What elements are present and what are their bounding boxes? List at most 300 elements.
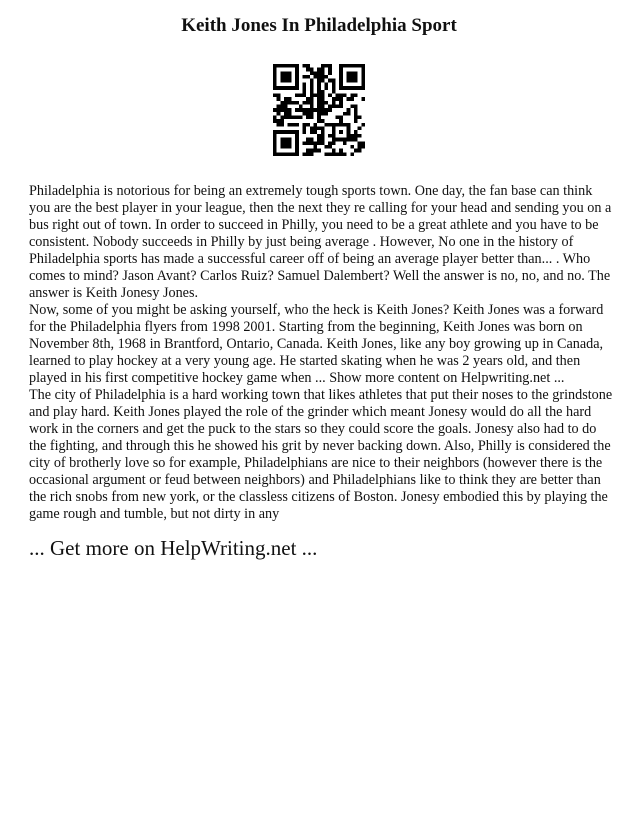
qr-module: [288, 75, 292, 79]
qr-module: [350, 138, 354, 142]
qr-module: [336, 104, 340, 108]
qr-module: [325, 75, 329, 79]
qr-module: [302, 101, 306, 105]
qr-module: [273, 86, 277, 90]
qr-module: [347, 138, 351, 142]
qr-module: [339, 123, 343, 127]
qr-module: [280, 75, 284, 79]
qr-module: [310, 104, 314, 108]
qr-module: [317, 119, 321, 123]
qr-module: [321, 127, 325, 131]
qr-module: [277, 64, 281, 68]
qr-module: [328, 64, 332, 68]
qr-module: [288, 138, 292, 142]
qr-module: [302, 123, 306, 127]
qr-module: [284, 71, 288, 75]
qr-module: [284, 104, 288, 108]
qr-module: [295, 145, 299, 149]
qr-module: [328, 145, 332, 149]
qr-module: [332, 138, 336, 142]
qr-module: [295, 141, 299, 145]
qr-module: [288, 101, 292, 105]
qr-module: [273, 71, 277, 75]
qr-module: [347, 123, 351, 127]
qr-module: [321, 64, 325, 68]
qr-module: [291, 130, 295, 134]
qr-module: [317, 79, 321, 83]
qr-module: [354, 64, 358, 68]
qr-module: [277, 108, 281, 112]
qr-module: [306, 116, 310, 120]
qr-module: [313, 93, 317, 97]
qr-module: [288, 64, 292, 68]
qr-module: [350, 104, 354, 108]
qr-module: [277, 112, 281, 116]
qr-module: [317, 116, 321, 120]
qr-module: [302, 64, 306, 68]
qr-module: [295, 134, 299, 138]
qr-module: [354, 130, 358, 134]
qr-module: [302, 141, 306, 145]
qr-module: [280, 130, 284, 134]
qr-module: [339, 71, 343, 75]
qr-module: [302, 127, 306, 131]
qr-module: [332, 104, 336, 108]
qr-module: [321, 75, 325, 79]
qr-module: [343, 86, 347, 90]
qr-module: [328, 141, 332, 145]
qr-module: [288, 71, 292, 75]
qr-module: [325, 145, 329, 149]
qr-module: [306, 149, 310, 153]
qr-module: [321, 130, 325, 134]
qr-module: [284, 141, 288, 145]
qr-module: [310, 71, 314, 75]
article-paragraph: The city of Philadelphia is a hard working town that likes athletes that put their noses to the grindstone and play hard. Keith Jones played the role of the grinder which meant Jonesy would do all the hard work in the corners and get the puck to the stars so they could score the goals. Jonesy also had to do the fighting, and through this he showed his grit by never backing down. Also, Philly is considered the city of brotherly love so for example, Philadelphians are nice to their neighbors (however there is the occasional argument or feud between neighbors) and Philadelphians like to think they are better than the rich snobs from new york, or the classless citizens of Boston. Jonesy embodied this by playing the game rough and tumble, but not dirty in any: [29, 387, 613, 522]
qr-module: [336, 123, 340, 127]
qr-module: [361, 141, 365, 145]
qr-module: [295, 75, 299, 79]
get-more-link[interactable]: ... Get more on HelpWriting.net ...: [29, 536, 318, 560]
qr-module: [339, 116, 343, 120]
qr-module: [317, 138, 321, 142]
qr-module: [332, 130, 336, 134]
qr-module: [361, 79, 365, 83]
qr-module: [332, 101, 336, 105]
qr-module: [347, 127, 351, 131]
qr-module: [332, 82, 336, 86]
qr-module: [313, 141, 317, 145]
qr-module: [280, 71, 284, 75]
qr-module: [284, 116, 288, 120]
qr-module: [273, 152, 277, 156]
qr-module: [302, 82, 306, 86]
qr-module: [310, 68, 314, 72]
qr-module: [328, 71, 332, 75]
qr-module: [354, 75, 358, 79]
qr-module: [310, 130, 314, 134]
qr-module: [310, 79, 314, 83]
qr-module: [288, 79, 292, 83]
qr-module: [288, 97, 292, 101]
qr-module: [313, 75, 317, 79]
qr-module: [284, 79, 288, 83]
qr-module: [295, 86, 299, 90]
qr-module: [302, 86, 306, 90]
qr-module: [361, 86, 365, 90]
qr-module: [273, 108, 277, 112]
article-paragraph: Philadelphia is notorious for being an extremely tough sports town. One day, the fan base can think you are the best player in your league, then the next they re calling for your head and sending you on a bus right out of town. In order to succeed in Philly, you need to be a great athlete and you have to be consistent. Nobody succeeds in Philly by just being average . However, No one in the history of Philadelphia sports has made a successful career off of being an average player better than... . Who comes to mind? Jason Avant? Carlos Ruiz? Samuel Dalembert? Well the answer is no, no, and no. The answer is Keith Jonesy Jones.: [29, 183, 612, 301]
qr-module: [361, 145, 365, 149]
qr-module: [288, 152, 292, 156]
qr-module: [339, 93, 343, 97]
qr-module: [354, 149, 358, 153]
qr-module: [306, 152, 310, 156]
qr-module: [280, 138, 284, 142]
qr-module: [317, 97, 321, 101]
qr-module: [325, 64, 329, 68]
qr-module: [284, 64, 288, 68]
qr-module: [280, 104, 284, 108]
qr-module: [284, 108, 288, 112]
qr-module: [313, 127, 317, 131]
qr-module: [321, 101, 325, 105]
qr-module: [358, 116, 362, 120]
qr-module: [273, 119, 277, 123]
qr-module: [288, 123, 292, 127]
qr-module: [291, 152, 295, 156]
qr-module: [310, 90, 314, 94]
qr-module: [313, 145, 317, 149]
qr-module: [280, 116, 284, 120]
qr-module: [358, 86, 362, 90]
qr-module: [325, 108, 329, 112]
qr-module: [321, 71, 325, 75]
qr-module: [284, 152, 288, 156]
qr-module: [347, 108, 351, 112]
qr-module: [339, 119, 343, 123]
qr-module: [332, 141, 336, 145]
qr-module: [277, 119, 281, 123]
qr-module: [273, 116, 277, 120]
qr-module: [306, 112, 310, 116]
qr-module: [313, 71, 317, 75]
qr-module: [350, 93, 354, 97]
qr-module: [313, 108, 317, 112]
qr-module: [302, 75, 306, 79]
qr-module: [302, 93, 306, 97]
qr-module: [321, 93, 325, 97]
qr-module: [339, 64, 343, 68]
qr-module: [288, 141, 292, 145]
qr-module: [317, 86, 321, 90]
qr-module: [325, 82, 329, 86]
qr-module: [328, 123, 332, 127]
qr-module: [280, 86, 284, 90]
qr-module: [354, 108, 358, 112]
qr-module: [277, 123, 281, 127]
qr-module: [343, 64, 347, 68]
qr-module: [284, 75, 288, 79]
qr-module: [273, 68, 277, 72]
qr-module: [291, 101, 295, 105]
qr-module: [295, 93, 299, 97]
qr-module: [277, 130, 281, 134]
qr-module: [273, 93, 277, 97]
qr-module: [310, 112, 314, 116]
qr-module: [310, 138, 314, 142]
qr-module: [295, 130, 299, 134]
qr-module: [321, 97, 325, 101]
qr-module: [284, 97, 288, 101]
qr-module: [273, 149, 277, 153]
qr-module: [332, 152, 336, 156]
qr-module: [280, 101, 284, 105]
qr-module: [291, 123, 295, 127]
qr-module: [361, 68, 365, 72]
qr-module: [295, 101, 299, 105]
qr-module: [350, 145, 354, 149]
qr-module: [317, 127, 321, 131]
qr-module: [321, 108, 325, 112]
qr-module: [332, 79, 336, 83]
qr-module: [280, 145, 284, 149]
qr-module: [328, 93, 332, 97]
page-title: Keith Jones In Philadelphia Sport: [181, 15, 457, 36]
qr-module: [310, 93, 314, 97]
qr-module: [295, 64, 299, 68]
qr-module: [277, 152, 281, 156]
qr-module: [325, 86, 329, 90]
qr-module: [317, 68, 321, 72]
qr-module: [299, 108, 303, 112]
qr-module: [288, 112, 292, 116]
qr-module: [358, 149, 362, 153]
qr-module: [295, 116, 299, 120]
qr-module: [350, 79, 354, 83]
qr-module: [350, 97, 354, 101]
qr-module: [288, 108, 292, 112]
qr-module: [350, 86, 354, 90]
qr-module: [288, 145, 292, 149]
qr-module: [306, 75, 310, 79]
article-paragraph: Now, some of you might be asking yourself, who the heck is Keith Jones? Keith Jones was a forward for the Philadelphia flyers from 1998 2001. Starting from the beginning, Keith Jones was born on November 8th, 1968 in Brantford, Ontario, Canada. Keith Jones, like any boy growing up in Canada, learned to play hockey at a very young age. He started skating when he was 2 years old, and then played in his first competitive hockey game when ... Show more content on Helpwriting.net ...: [29, 302, 604, 386]
qr-module: [317, 75, 321, 79]
qr-module: [336, 138, 340, 142]
qr-module: [284, 101, 288, 105]
qr-module: [306, 97, 310, 101]
qr-code-icon: [273, 64, 365, 156]
qr-module: [288, 116, 292, 120]
qr-module: [295, 108, 299, 112]
qr-module: [328, 134, 332, 138]
qr-module: [295, 123, 299, 127]
qr-module: [347, 79, 351, 83]
qr-module: [325, 112, 329, 116]
qr-module: [317, 104, 321, 108]
qr-module: [350, 75, 354, 79]
qr-module: [273, 75, 277, 79]
qr-module: [336, 97, 340, 101]
qr-module: [347, 75, 351, 79]
qr-module: [339, 75, 343, 79]
qr-module: [350, 152, 354, 156]
qr-module: [302, 112, 306, 116]
qr-module: [280, 123, 284, 127]
qr-module: [273, 141, 277, 145]
qr-module: [317, 71, 321, 75]
qr-module: [358, 64, 362, 68]
qr-module: [321, 112, 325, 116]
qr-module: [273, 79, 277, 83]
qr-module: [291, 64, 295, 68]
qr-module: [280, 79, 284, 83]
qr-module: [328, 79, 332, 83]
qr-module: [317, 141, 321, 145]
qr-module: [295, 152, 299, 156]
qr-module: [328, 68, 332, 72]
qr-module: [321, 68, 325, 72]
qr-module: [354, 86, 358, 90]
qr-module: [325, 152, 329, 156]
qr-module: [354, 134, 358, 138]
qr-module: [310, 149, 314, 153]
qr-module: [347, 71, 351, 75]
qr-module: [295, 138, 299, 142]
qr-module: [339, 130, 343, 134]
qr-module: [317, 101, 321, 105]
qr-module: [310, 127, 314, 131]
qr-module: [295, 71, 299, 75]
qr-module: [354, 79, 358, 83]
qr-module: [347, 134, 351, 138]
qr-module: [310, 141, 314, 145]
qr-module: [339, 138, 343, 142]
qr-module: [277, 86, 281, 90]
qr-module: [284, 130, 288, 134]
qr-module: [302, 130, 306, 134]
qr-module: [313, 130, 317, 134]
qr-module: [321, 134, 325, 138]
qr-module: [361, 82, 365, 86]
qr-module: [317, 149, 321, 153]
qr-module: [310, 101, 314, 105]
qr-module: [339, 86, 343, 90]
qr-module: [332, 149, 336, 153]
qr-module: [321, 138, 325, 142]
qr-module: [284, 86, 288, 90]
qr-module: [361, 123, 365, 127]
qr-module: [313, 123, 317, 127]
qr-module: [306, 64, 310, 68]
qr-module: [336, 93, 340, 97]
qr-module: [343, 112, 347, 116]
qr-module: [295, 82, 299, 86]
qr-module: [339, 68, 343, 72]
qr-module: [280, 152, 284, 156]
qr-module: [354, 71, 358, 75]
qr-module: [284, 138, 288, 142]
qr-module: [350, 134, 354, 138]
qr-module: [332, 123, 336, 127]
qr-module: [343, 152, 347, 156]
qr-module: [321, 104, 325, 108]
qr-module: [310, 82, 314, 86]
qr-module: [280, 108, 284, 112]
qr-module: [361, 97, 365, 101]
qr-module: [339, 152, 343, 156]
qr-module: [354, 104, 358, 108]
qr-module: [358, 127, 362, 131]
qr-module: [343, 138, 347, 142]
article-body: [29, 183, 613, 523]
qr-module: [295, 149, 299, 153]
qr-module: [321, 90, 325, 94]
qr-module: [280, 64, 284, 68]
qr-module: [343, 93, 347, 97]
qr-module: [354, 112, 358, 116]
qr-module: [358, 145, 362, 149]
qr-module: [336, 116, 340, 120]
qr-module: [332, 86, 336, 90]
qr-module: [361, 75, 365, 79]
qr-module: [321, 79, 325, 83]
qr-module: [332, 134, 336, 138]
qr-module: [339, 104, 343, 108]
qr-module: [347, 130, 351, 134]
qr-module: [306, 123, 310, 127]
qr-module: [277, 97, 281, 101]
qr-module: [317, 90, 321, 94]
qr-module: [306, 108, 310, 112]
qr-module: [328, 108, 332, 112]
qr-module: [343, 141, 347, 145]
qr-module: [273, 138, 277, 142]
qr-module: [347, 112, 351, 116]
qr-module: [291, 116, 295, 120]
qr-module: [347, 64, 351, 68]
qr-module: [273, 130, 277, 134]
qr-module: [284, 145, 288, 149]
qr-module: [325, 101, 329, 105]
qr-module: [347, 86, 351, 90]
qr-module: [273, 134, 277, 138]
qr-module: [321, 141, 325, 145]
qr-module: [332, 90, 336, 94]
qr-module: [354, 138, 358, 142]
qr-module: [310, 97, 314, 101]
qr-module: [295, 79, 299, 83]
qr-module: [306, 101, 310, 105]
qr-module: [288, 130, 292, 134]
qr-module: [339, 82, 343, 86]
qr-module: [321, 119, 325, 123]
qr-module: [325, 123, 329, 127]
qr-module: [347, 97, 351, 101]
qr-module: [317, 134, 321, 138]
qr-module: [339, 79, 343, 83]
qr-module: [310, 116, 314, 120]
qr-module: [277, 104, 281, 108]
qr-module: [339, 149, 343, 153]
qr-module: [302, 90, 306, 94]
qr-module: [354, 116, 358, 120]
qr-module: [273, 145, 277, 149]
qr-module: [361, 64, 365, 68]
qr-module: [313, 149, 317, 153]
qr-module: [295, 68, 299, 72]
qr-module: [317, 82, 321, 86]
